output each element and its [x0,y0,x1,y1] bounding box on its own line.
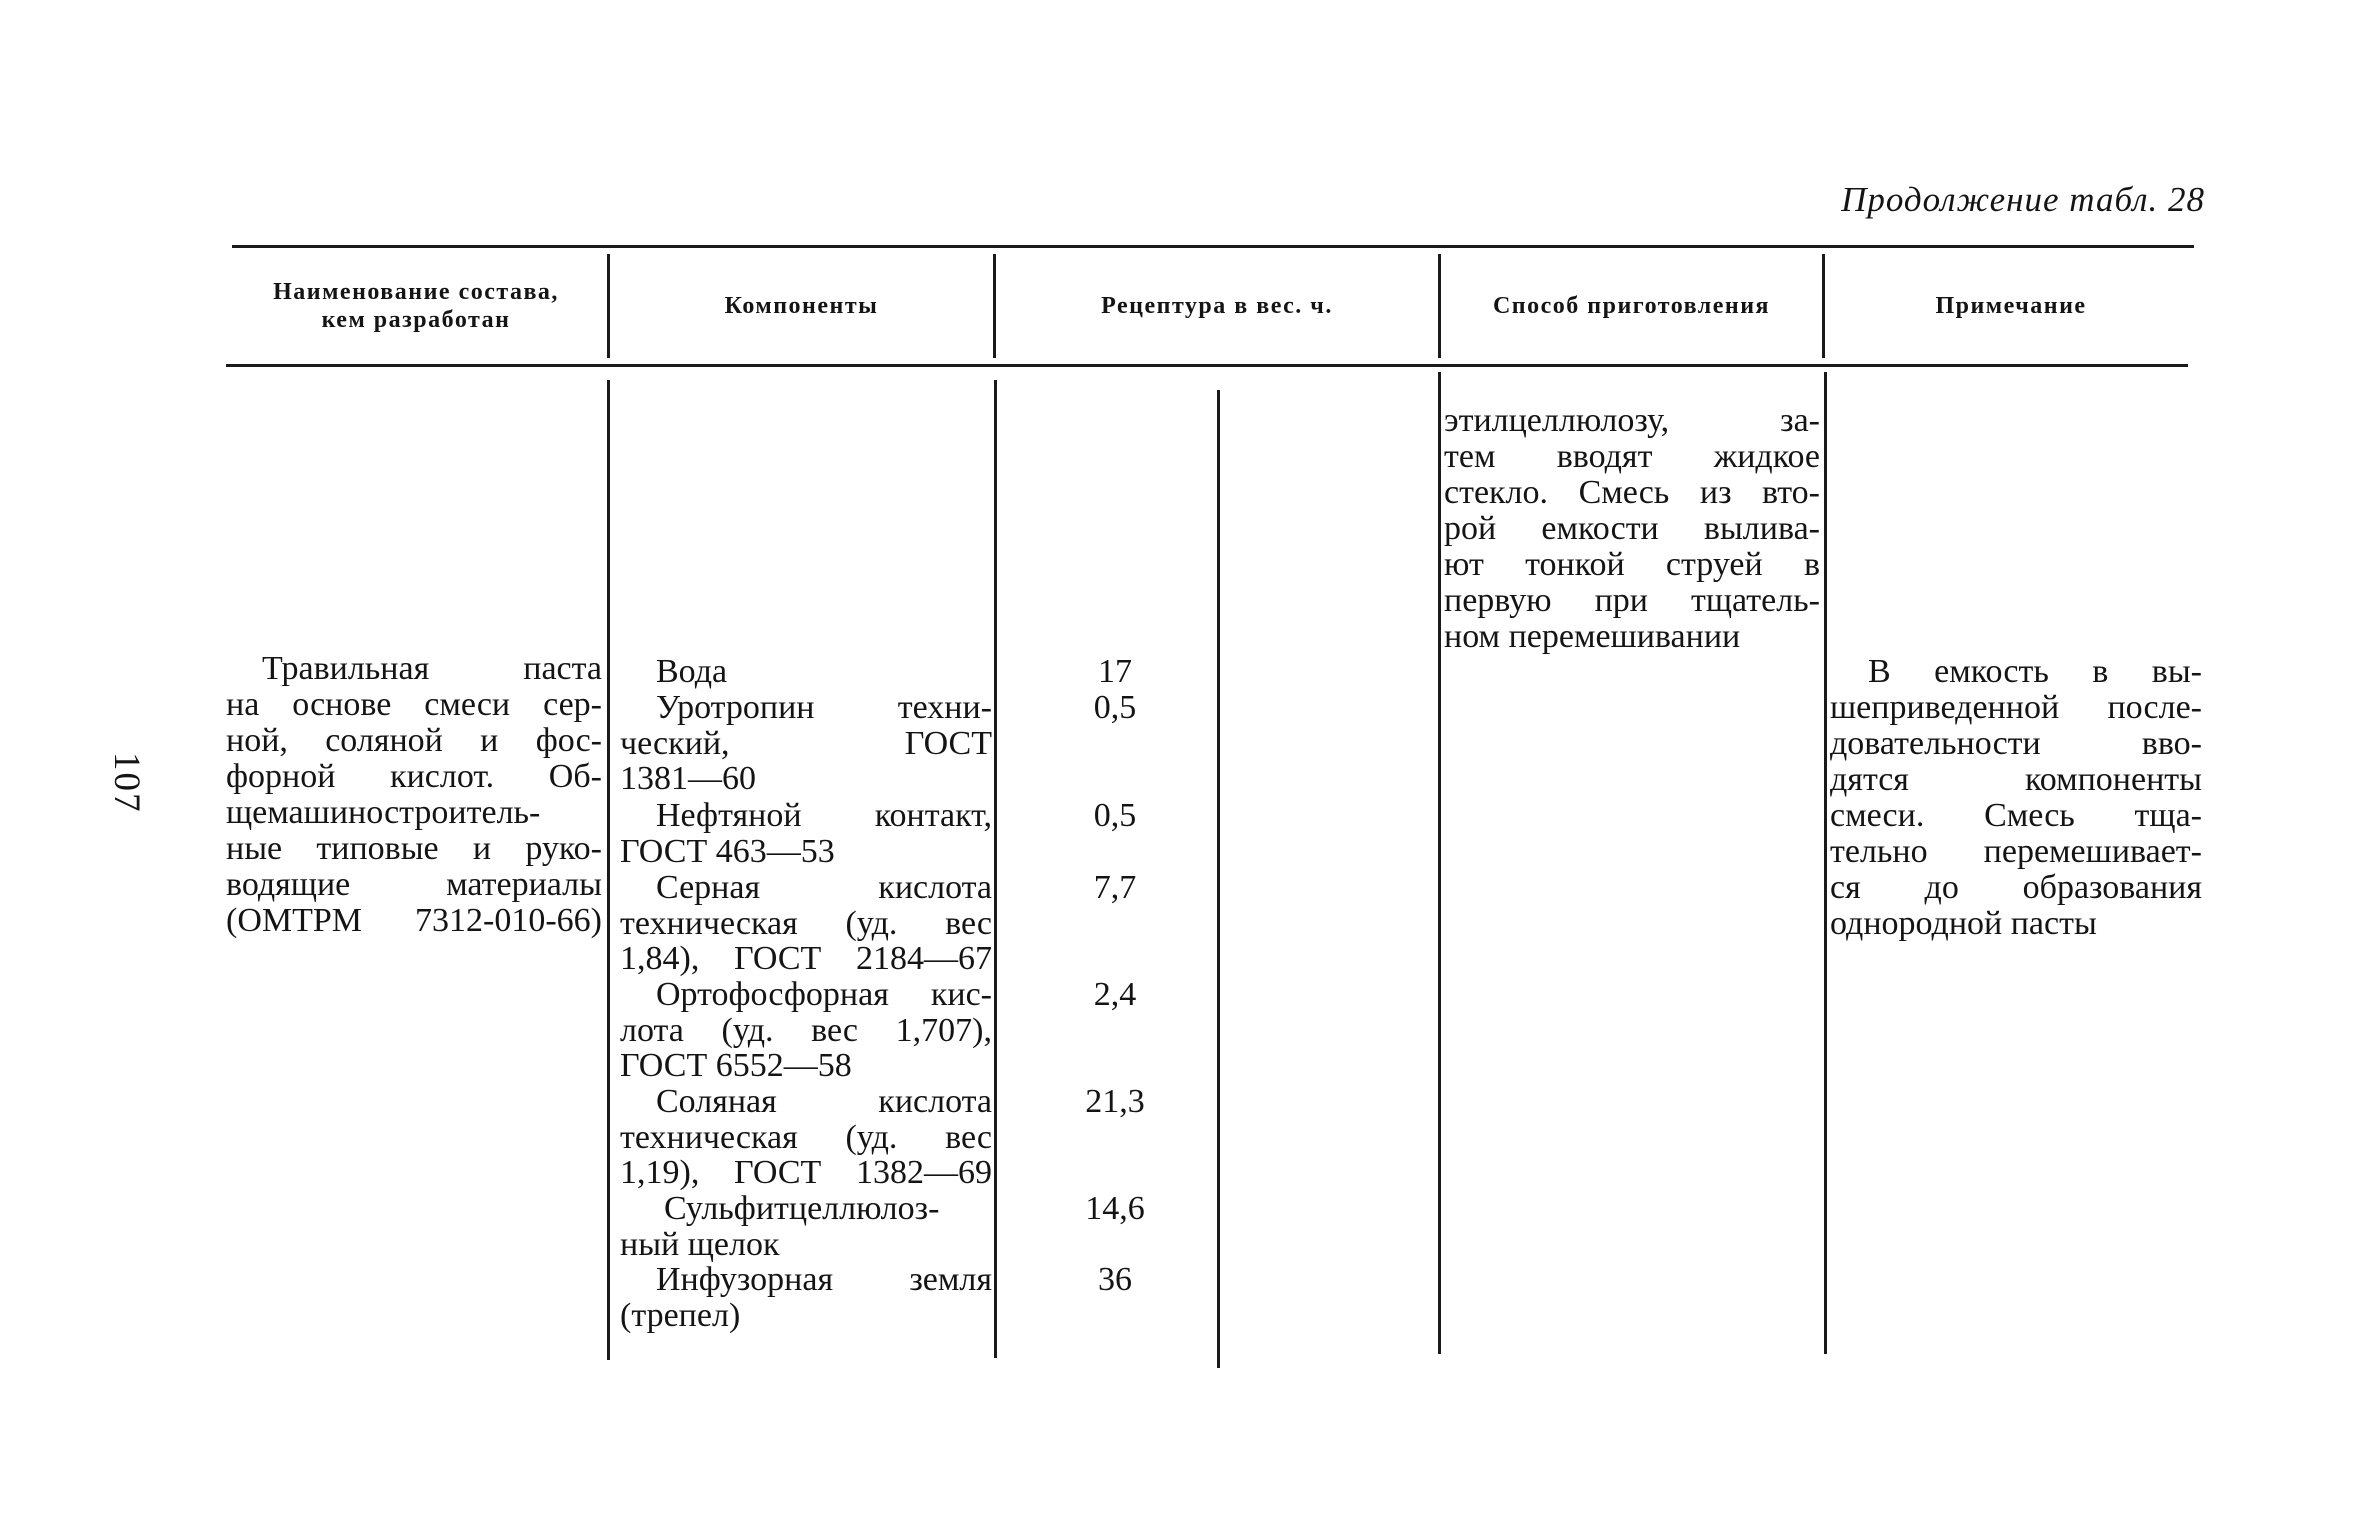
component-7-value: 14,6 [1085,1190,1145,1227]
component-2-line-2: ческий, ГОСТ [620,724,992,762]
component-3-line-2: ГОСТ 463—53 [620,832,835,870]
component-7-line-1: Сульфитцеллюлоз- [664,1190,940,1227]
component-5-line-3: ГОСТ 6552—58 [620,1047,852,1084]
header-recipe-label: Рецептура в вес. ч. [1101,293,1333,319]
component-5-line-1: Ортофосфорная кис- [656,976,992,1013]
component-2 [620,690,992,797]
component-6-value: 21,3 [1085,1083,1145,1120]
header-components-label: Компоненты [724,293,879,319]
body-divider-4 [1824,372,1827,1354]
name-line-7: водящие материалы [226,866,602,903]
component-8-line-2: (трепел) [620,1296,741,1334]
component-4-value: 7,7 [1093,869,1137,906]
note-line-5: смеси. Смесь тща- [1830,797,2202,834]
note-line-1: В емкость в вы- [1868,653,2202,690]
note-line-3: довательности вво- [1830,725,2202,762]
component-1-value: 17 [1098,653,1132,690]
note-line-4: дятся компоненты [1830,761,2202,798]
note-line-7: ся до образования [1830,869,2202,906]
name-line-8: (ОМТРМ 7312-010-66) [226,902,602,939]
name-line-6: ные типовые и руко- [226,830,602,867]
header-divider-4 [1822,254,1825,358]
component-7 [620,1191,992,1262]
header-name-line-2: кем разработан [321,307,511,333]
component-2-value: 0,5 [1093,689,1137,726]
method-line-1: этилцеллюлозу, за- [1444,402,1820,439]
component-1 [620,654,992,690]
body-divider-1 [607,380,610,1360]
component-5 [620,977,992,1084]
header-bottom-rule [226,364,2188,367]
header-components [610,250,993,362]
component-3-line-1: Нефтяной контакт, [656,797,992,834]
header-name-line-1: Наименование состава, [273,279,559,305]
header-name [226,250,606,362]
note-cell [1830,654,2202,942]
component-8-value: 36 [1098,1261,1132,1298]
component-2-line-1: Уротропин техни- [656,689,992,726]
note-line-2: шеприведенной после- [1830,689,2202,726]
method-line-6: первую при тщатель- [1444,582,1820,619]
name-cell [226,651,602,939]
name-line-1: Травильная паста [262,650,602,687]
component-1-line-1: Вода [656,653,728,690]
component-6 [620,1084,992,1191]
component-8-line-1: Инфузорная земля [656,1261,992,1298]
name-line-2: на основе смеси сер- [226,686,602,723]
component-6-line-2: техническая (уд. вес [620,1118,992,1156]
name-line-4: форной кислот. Об- [226,758,602,795]
name-line-5: щемашиностроитель- [226,794,541,831]
component-5-line-2: лота (уд. вес 1,707), [620,1011,992,1049]
method-line-5: ют тонкой струей в [1444,546,1820,583]
method-line-4: рой емкости вылива- [1444,510,1820,547]
component-6-line-1: Соляная кислота [656,1083,992,1120]
page-number: 107 [106,752,147,814]
component-2-line-3: 1381—60 [620,760,756,797]
header-method-label: Способ приготовления [1492,293,1771,319]
body-divider-3 [1438,372,1441,1354]
name-line-3: ной, соляной и фос- [226,722,602,759]
body-divider-recipe-inner [1217,390,1220,1368]
header-recipe [996,250,1438,362]
header-note [1827,250,2195,362]
component-4 [620,870,992,977]
body-divider-2 [994,380,997,1358]
note-line-6: тельно перемешивает- [1830,833,2202,870]
component-8 [620,1262,992,1333]
component-7-line-2: ный щелок [620,1225,780,1263]
component-5-value: 2,4 [1093,976,1137,1013]
method-line-3: стекло. Смесь из вто- [1444,474,1820,511]
component-3 [620,798,992,869]
method-line-2: тем вводят жидкое [1444,438,1820,475]
component-4-line-2: техническая (уд. вес [620,904,992,942]
method-line-7: ном перемешивании [1444,618,1741,655]
header-note-label: Примечание [1935,293,2087,319]
component-4-line-1: Серная кислота [656,869,992,906]
component-4-line-3: 1,84), ГОСТ 2184—67 [620,940,992,977]
header-method [1441,250,1822,362]
table-caption: Продолжение табл. 28 [1841,180,2205,219]
component-3-value: 0,5 [1093,797,1137,834]
note-line-8: однородной пасты [1830,905,2097,942]
table-top-rule [232,245,2194,248]
component-6-line-3: 1,19), ГОСТ 1382—69 [620,1154,992,1191]
method-cell [1444,403,1820,655]
